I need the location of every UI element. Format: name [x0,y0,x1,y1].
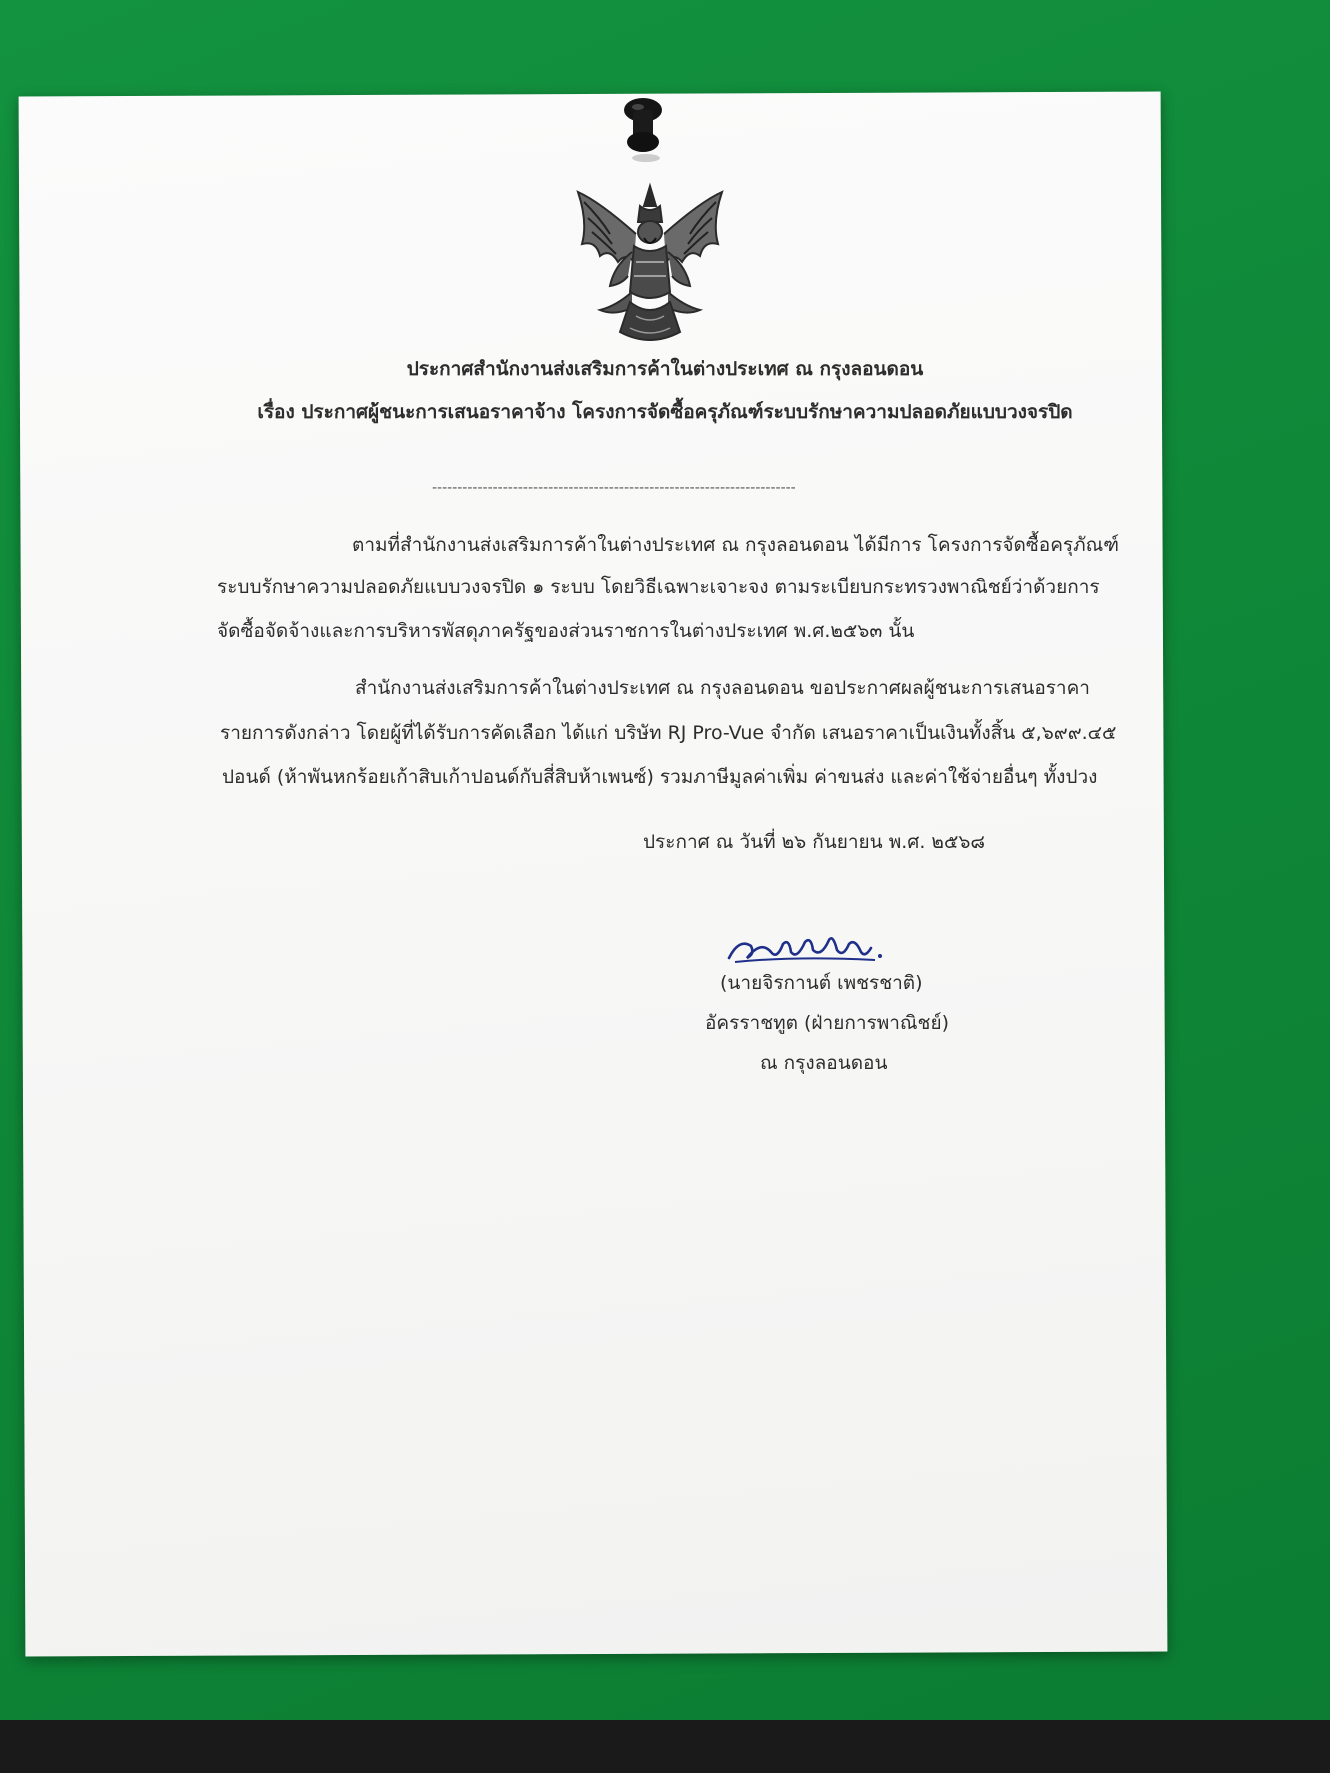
announcement-date: ประกาศ ณ วันที่ ๒๖ กันยายน พ.ศ. ๒๕๖๘ [643,831,986,853]
signatory-name: (นายจิรกานต์ เพชรชาติ) [720,972,923,994]
push-pin-icon [618,96,668,164]
garuda-emblem-icon [570,182,730,350]
paragraph1-line1: ตามที่สำนักงานส่งเสริมการค้าในต่างประเทศ ณ กรุงลอนดอน ได้มีการ โครงการจัดซื้อครุภัณฑ์ [352,534,1120,556]
paragraph1-line2: ระบบรักษาความปลอดภัยแบบวงจรปิด ๑ ระบบ โดยวิธีเฉพาะเจาะจง ตามระเบียบกระทรวงพาณิชย์ว่าด้วยการ [217,576,1100,598]
paragraph2-line3: ปอนด์ (ห้าพันหกร้อยเก้าสิบเก้าปอนด์กับสี่สิบห้าเพนซ์) รวมภาษีมูลค่าเพิ่ม ค่าขนส่ง และค่าใช้จ่ายอื่นๆ ทั้งปวง [222,766,1098,788]
announcement-title: ประกาศสำนักงานส่งเสริมการค้าในต่างประเทศ ณ กรุงลอนดอน [406,358,924,380]
dark-floor-strip [0,1720,1330,1773]
handwritten-signature [725,928,890,968]
announcement-subject: เรื่อง ประกาศผู้ชนะการเสนอราคาจ้าง โครงการจัดซื้อครุภัณฑ์ระบบรักษาความปลอดภัยแบบวงจรปิด [257,401,1073,423]
paragraph2-line2: รายการดังกล่าว โดยผู้ที่ได้รับการคัดเลือก ได้แก่ บริษัท RJ Pro-Vue จำกัด เสนอราคาเป็นเงินทั้งสิ้น ๕,๖๙๙.๔๕ [220,722,1117,744]
separator-line: ------------------------------------------------------------------------ [432,480,796,496]
paragraph1-line3: จัดซื้อจัดจ้างและการบริหารพัสดุภาครัฐของส่วนราชการในต่างประเทศ พ.ศ.๒๕๖๓ นั้น [217,620,915,642]
signatory-position: อัครราชทูต (ฝ่ายการพาณิชย์) [705,1012,949,1034]
paragraph2-line1: สำนักงานส่งเสริมการค้าในต่างประเทศ ณ กรุงลอนดอน ขอประกาศผลผู้ชนะการเสนอราคา [355,677,1090,699]
signatory-location: ณ กรุงลอนดอน [760,1052,888,1074]
